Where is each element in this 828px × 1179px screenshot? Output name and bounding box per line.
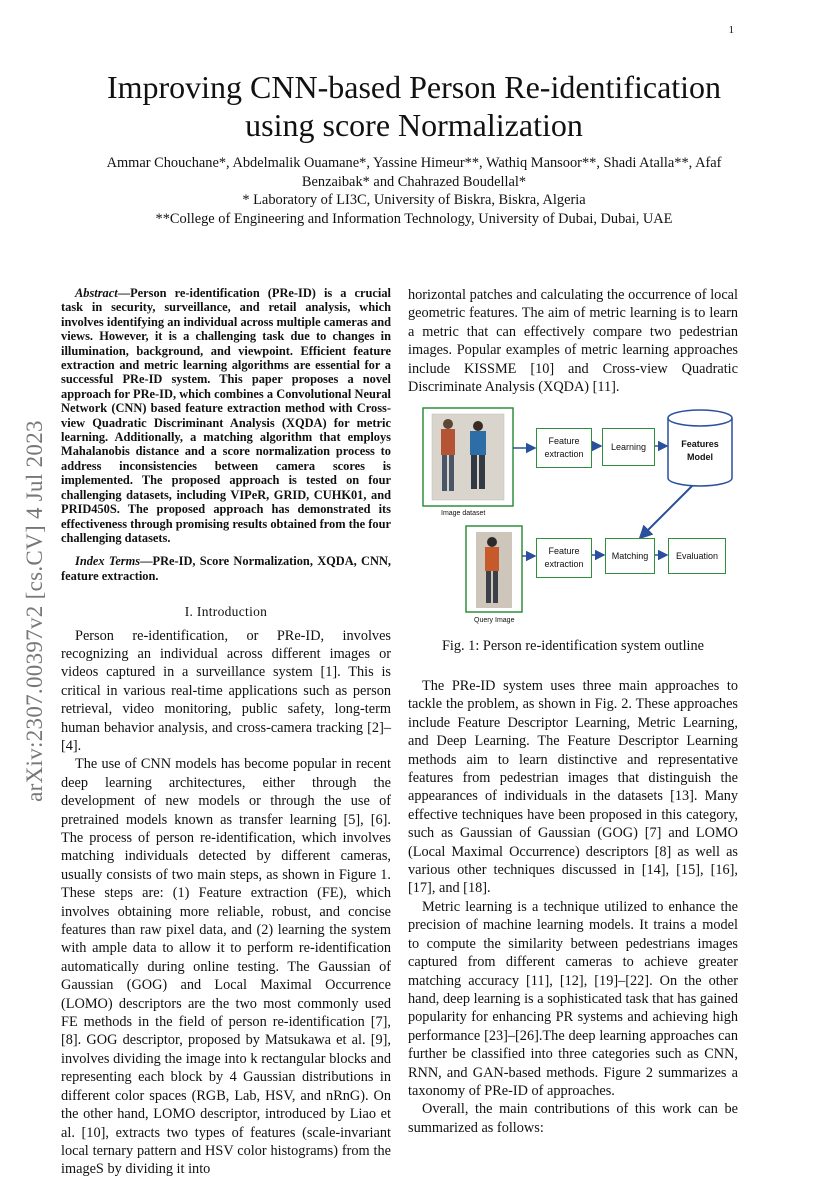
right-column-top xyxy=(408,286,738,396)
right-paragraph-3: Overall, the main contributions of this work can be summarized as follows: xyxy=(408,1101,738,1136)
arxiv-stamp: arXiv:2307.00397v2 [cs.CV] 4 Jul 2023 xyxy=(22,420,47,802)
abstract-text: —Person re-identification (PRe-ID) is a crucial task in security, surveillance, and retail analysis, which involves identifying an individual across multiple cameras and views. However, it is a challenging task due to changes in illumination, background, and viewpoint. Efficient feature extraction and metric learning algorithms are essential for a successful PRe-ID system. This paper proposes a novel approach for PRe-ID, which combines a Convolutional Neural Network (CNN) based feature extraction method with Cross-view Quadratic Discriminant Analysis (XQDA) for metric learning. Additionally, a matching algorithm that employs Mahalanobis distance and a score normalization process to address inconsistencies between camera scores is implemented. The proposed approach is tested on four challenging datasets, including VIPeR, GRID, CUHK01, and PRID450S. The proposed approach has demonstrated its effectiveness through promising results obtained from the four challenging datasets. xyxy=(61,286,391,545)
title-line-2: using score Normalization xyxy=(245,107,583,143)
paper-title xyxy=(40,68,788,144)
image-dataset-label: Image dataset xyxy=(441,510,486,517)
abstract-label: Abstract xyxy=(75,286,118,300)
index-terms-text: —PRe-ID, Score Normalization, XQDA, CNN, feature extraction. xyxy=(61,554,392,583)
authors-line-1: Ammar Chouchane*, Abdelmalik Ouamane*, Yassine Himeur**, Wathiq Mansoor**, Shadi Atalla**, Afaf xyxy=(106,155,722,171)
query-image-label: Query Image xyxy=(474,617,515,624)
index-terms xyxy=(61,554,391,583)
affiliation-1: * Laboratory of LI3C, University of Biskra, Biskra, Algeria xyxy=(242,192,586,208)
right-paragraph-1: The PRe-ID system uses three main approaches to tackle the problem, as shown in Fig. 2. These approaches include Feature Descriptor Learning, Metric Learning, and Deep Learning. The Feature Descriptor Learning methods aim to learn distinctive and representative features from pedestrian images that distinguish the appearances of individuals in the datasets [13]. Many effective techniques have been proposed in this category, such as Gaussian of Gaussian (GOG) [7] and LOMO (Local Maximal Occurrence) descriptors [8] as well as various other techniques discussed in [14], [15], [16], [17], and [18]. xyxy=(408,678,738,897)
right-paragraph-0: horizontal patches and calculating the occurrence of local geometric features. The aim of metric learning is to learn a metric that can effectively compare two pedestrian images. Popular examples of metric learning approaches include KISSME [10] and Cross-view Quadratic Discriminate Analysis (XQDA) [11]. xyxy=(408,287,738,396)
page-number: 1 xyxy=(728,24,734,36)
evaluation-box: Evaluation xyxy=(668,538,726,574)
section-heading-introduction: I. Introduction xyxy=(184,604,268,620)
features-model-label: Features Model xyxy=(681,439,719,462)
feature-extraction-box-top: Feature extraction xyxy=(536,428,592,468)
left-column xyxy=(61,286,391,1179)
figure-1 xyxy=(408,398,738,636)
author-block xyxy=(50,154,778,228)
index-terms-label: Index Terms xyxy=(75,554,141,569)
matching-box: Matching xyxy=(605,538,655,574)
affiliation-2: **College of Engineering and Information Technology, University of Dubai, Dubai, UAE xyxy=(155,210,673,227)
title-line-1: Improving CNN-based Person Re-identification xyxy=(106,69,722,105)
intro-paragraph-2: The use of CNN models has become popular in recent deep learning architectures, either through the development of new models or through the use of pretrained models known as transfer learning [5], [6]. The process of person re-identification, which involves matching individuals detected by different cameras, usually consists of two main steps, as shown in Figure 1. These steps are: (1) Feature extraction (FE), which involves obtaining more reliable, robust, and concise features than raw pixel data, and (2) learning the system with ample data to allow it to perform re-identification automatically during online testing. The Gaussian of Gaussian (GOG) and Local Maximal Occurrence (LOMO) descriptors are the two most commonly used FE methods in the field of person re-identification [7], [8]. GOG descriptor, proposed by Matsukawa et al. [9], involves dividing the image into k rectangular blocks and representing each block by 4 Gaussian distributions in different color spaces (RGB, Lab, HSV, and nRnG). On the other hand, LOMO descriptor, introduced by Liao et al. [10], extracts two types of features (scale-invariant local ternary pattern and HSV color histograms) from the imageS by dividing it into xyxy=(61,756,391,1178)
right-column-bottom xyxy=(408,677,738,1137)
right-paragraph-2: Metric learning is a technique utilized to enhance the precision of machine learning models. It trains a model to compute the similarity between pedestrians images captured from different cameras to achieve greater matching accuracy [11], [12], [19]–[22]. On the other hand, deep learning is a sophisticated task that has gained popularity for enhancing PR systems and achieving high performance [23]–[26].The deep learning approaches can further be classified into three categories such as CNN, RNN, and GAN-based methods. Figure 2 summarizes a taxonomy of PRe-ID of approaches. xyxy=(408,898,738,1099)
abstract xyxy=(61,286,391,545)
intro-paragraph-1: Person re-identification, or PRe-ID, involves recognizing an individual across different images or videos captured in a surveillance system [1]. This is critical in various real-time applications such as person retrieval, video monitoring, public safety, long-term human behavior analysis, and cross-camera tracking [2]–[4]. xyxy=(61,627,391,754)
feature-extraction-box-bottom: Feature extraction xyxy=(536,538,592,578)
authors-line-2: Benzaibak* and Chahrazed Boudellal* xyxy=(301,173,527,190)
learning-box: Learning xyxy=(602,428,655,466)
figure-1-caption: Fig. 1: Person re-identification system outline xyxy=(441,638,705,654)
